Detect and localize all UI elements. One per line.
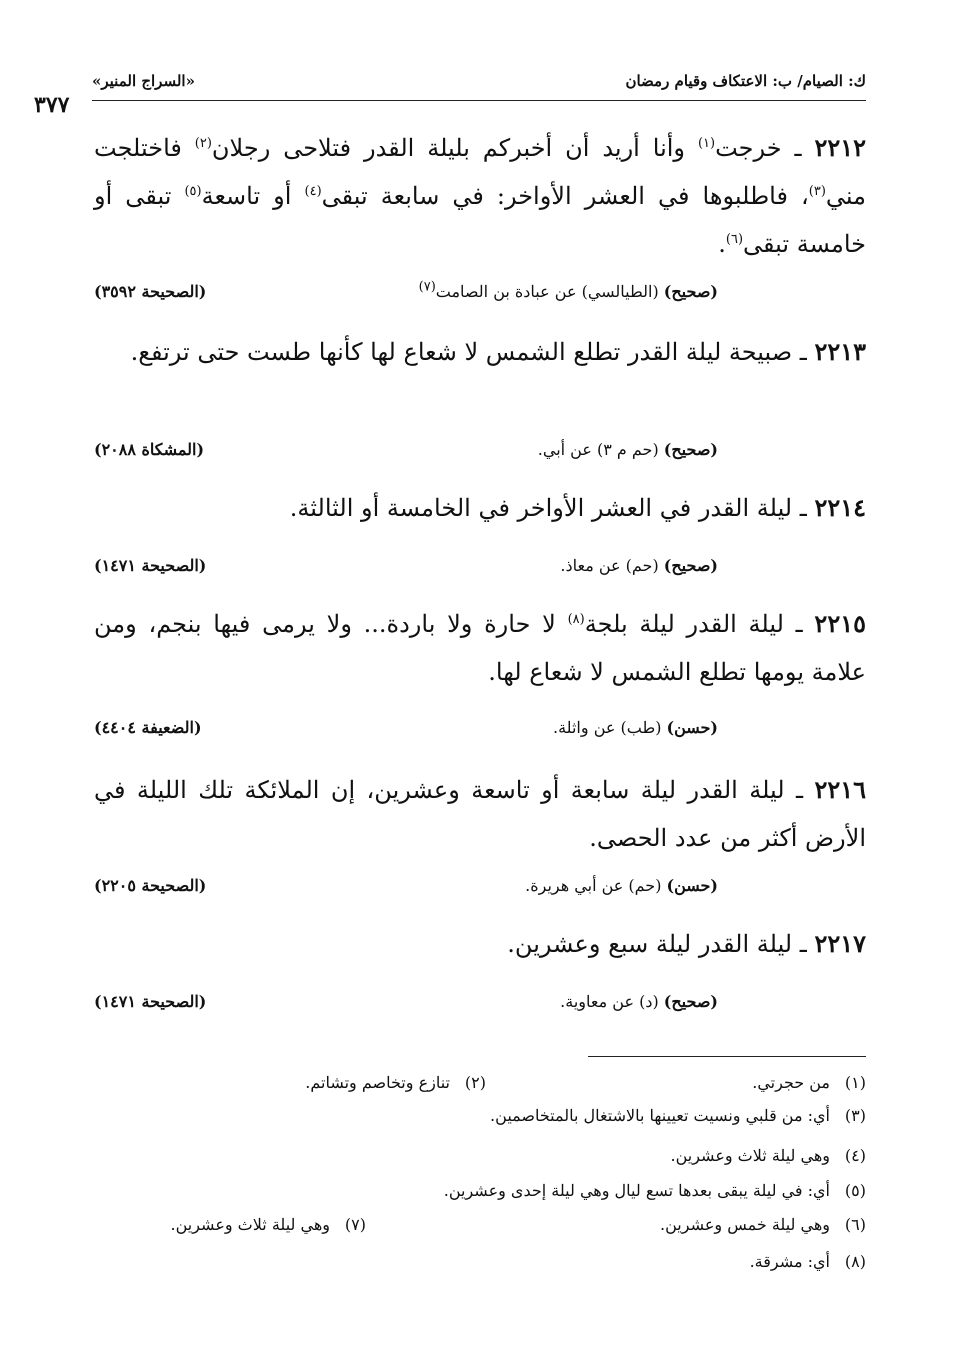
footnote-number: (٥) — [844, 1181, 866, 1200]
hadith-source-line — [94, 556, 866, 580]
hadith-number: ٢٢١٦ — [814, 775, 866, 804]
reference: (الضعيفة ٤٤٠٤) — [94, 718, 202, 737]
footnote-row — [94, 1181, 866, 1207]
footnote-marker: (٥) — [184, 184, 202, 199]
hadith-source-line — [94, 440, 866, 464]
source: (طب) عن واثلة. — [553, 718, 667, 737]
grade: (صحيح) — [663, 992, 718, 1011]
footnote-text: أي: مشرقة. — [749, 1252, 830, 1271]
grade: (حسن) — [666, 718, 718, 737]
hadith-2216: ٢٢١٦ ـ ليلة القدر ليلة سابعة أو تاسعة وعشرين، إن الملائكة تلك الليلة في الأرض أكثر من عدد الحصى. — [94, 775, 866, 852]
hadith-number: ٢٢١٧ — [814, 929, 866, 958]
footnote-marker: (٧) — [418, 279, 436, 295]
hadith-text: ، فاطلبوها في العشر الأواخر: في سابعة تبقى — [321, 182, 809, 210]
hadith-text: ليلة القدر ليلة سابعة أو تاسعة وعشرين، إن الملائكة تلك الليلة في الأرض أكثر من عدد الحصى. — [94, 776, 866, 852]
footnote-number: (٢) — [464, 1073, 486, 1092]
footnote-text: وهي ليلة ثلاث وعشرين. — [670, 1146, 830, 1165]
hadith-text: فاختلجت مني — [94, 134, 866, 210]
hadith-source-line — [94, 279, 866, 306]
footnote-marker: (١) — [697, 136, 716, 151]
hadith-2215: ٢٢١٥ ـ ليلة القدر ليلة بلجة$^{(٨)}$ لا حارة ولا باردة... ولا يرمى فيها بنجم، ومن علامة يومها تطلع الشمس لا شعاع لها. — [94, 609, 866, 686]
footnote-text: وهي ليلة خمس وعشرين. — [660, 1215, 830, 1234]
footnote-marker: (٨) — [567, 612, 585, 627]
hadith-text: ليلة القدر ليلة بلجة — [584, 610, 784, 638]
footnote-text: وهي ليلة ثلاث وعشرين. — [170, 1215, 330, 1234]
reference: (الصحيحة ٣٥٩٢) — [94, 282, 207, 301]
source: (الطيالسي) عن عبادة بن الصامت — [435, 282, 664, 301]
footnote-text: أي: في ليلة يبقى بعدها تسع ليال وهي ليلة إحدى وعشرين. — [443, 1181, 830, 1200]
hadith-2214: ٢٢١٤ ـ ليلة القدر في العشر الأواخر في الخامسة أو الثالثة. — [289, 493, 866, 522]
footnote-number: (١) — [844, 1073, 866, 1092]
grade: (صحيح) — [663, 556, 718, 575]
footnote-row — [94, 1106, 866, 1132]
reference: (الصحيحة ٢٢٠٥) — [94, 876, 207, 895]
footnote-marker: (٦) — [725, 232, 744, 247]
footnote-row — [94, 1073, 866, 1099]
footnote-number: (٧) — [344, 1215, 366, 1234]
grade: (حسن) — [666, 876, 718, 895]
hadith-text: . — [718, 230, 726, 258]
running-header-section: ك: الصيام/ ب: الاعتكاف وقيام رمضان — [625, 72, 866, 90]
hadith-number: ٢٢١٥ — [814, 609, 866, 638]
hadith-text: صبيحة ليلة القدر تطلع الشمس لا شعاع لها كأنها طست حتى ترتفع. — [130, 338, 793, 366]
grade: (صحيح) — [663, 440, 718, 459]
footnote-row — [94, 1146, 866, 1172]
hadith-text: لا حارة ولا باردة... ولا يرمى فيها بنجم، ومن علامة يومها تطلع الشمس لا شعاع لها. — [94, 610, 866, 686]
source: (حم م ٣) عن أبي. — [537, 440, 664, 459]
hadith-number: ٢٢١٢ — [814, 133, 866, 162]
hadith-2217: ٢٢١٧ ـ ليلة القدر ليلة سبع وعشرين. — [507, 929, 866, 958]
footnote-marker: (٢) — [194, 136, 212, 151]
hadith-2212: ٢٢١٢ ـ خرجت$^{(١)}$ وأنا أريد أن أخبركم بليلة القدر فتلاحى رجلان$^{(٢)}$ فاختلجت مني$^{(٣)}$، فاطلبوها في العشر الأواخر: في سابعة تبقى$^{(٤)}$ أو تاسعة$^{(٥)}$ تبقى أو خامسة تبقى$^{(٦)}$. — [94, 133, 866, 258]
header-divider — [92, 100, 866, 101]
reference: (الصحيحة ١٤٧١) — [94, 992, 207, 1011]
hadith-text: تبقى أو خامسة تبقى — [94, 182, 866, 258]
hadith-text: ليلة القدر في العشر الأواخر في الخامسة أو الثالثة. — [289, 494, 793, 522]
hadith-text: خرجت — [715, 134, 782, 162]
running-header-book-title: «السراج المنير» — [92, 72, 195, 90]
footnote-row — [94, 1215, 866, 1241]
hadith-text: ليلة القدر ليلة سبع وعشرين. — [507, 930, 793, 958]
footnote-row — [94, 1252, 866, 1278]
source: (حم) عن أبي هريرة. — [525, 876, 667, 895]
hadith-number: ٢٢١٤ — [814, 493, 866, 522]
footnote-marker: (٤) — [304, 184, 322, 199]
hadith-text: أو تاسعة — [201, 182, 305, 210]
reference: (الصحيحة ١٤٧١) — [94, 556, 207, 575]
footnote-number: (٤) — [844, 1146, 866, 1165]
footnote-number: (٦) — [844, 1215, 866, 1234]
footnotes-divider — [588, 1056, 866, 1057]
reference: (المشكاة ٢٠٨٨) — [94, 440, 205, 459]
footnote-text: أي: من قلبي ونسيت تعيينها بالاشتغال بالمتخاصمين. — [490, 1106, 830, 1125]
footnote-marker: (٣) — [808, 184, 826, 199]
footnote-text: تنازع وتخاصم وتشاتم. — [305, 1073, 450, 1092]
footnote-number: (٣) — [844, 1106, 866, 1125]
source: (د) عن معاوية. — [560, 992, 664, 1011]
hadith-text: وأنا أريد أن أخبركم بليلة القدر فتلاحى رجلان — [211, 134, 698, 162]
footnote-number: (٨) — [844, 1252, 866, 1271]
page-number: ٣٧٧ — [34, 92, 70, 118]
hadith-source-line — [94, 718, 866, 742]
footnote-text: من حجرتي. — [752, 1073, 830, 1092]
hadith-source-line — [94, 992, 866, 1016]
source: (حم) عن معاذ. — [560, 556, 664, 575]
grade: (صحيح) — [663, 282, 718, 301]
hadith-source-line — [94, 876, 866, 900]
hadith-2213: ٢٢١٣ ـ صبيحة ليلة القدر تطلع الشمس لا شعاع لها كأنها طست حتى ترتفع. — [130, 337, 866, 366]
hadith-number: ٢٢١٣ — [814, 337, 866, 366]
